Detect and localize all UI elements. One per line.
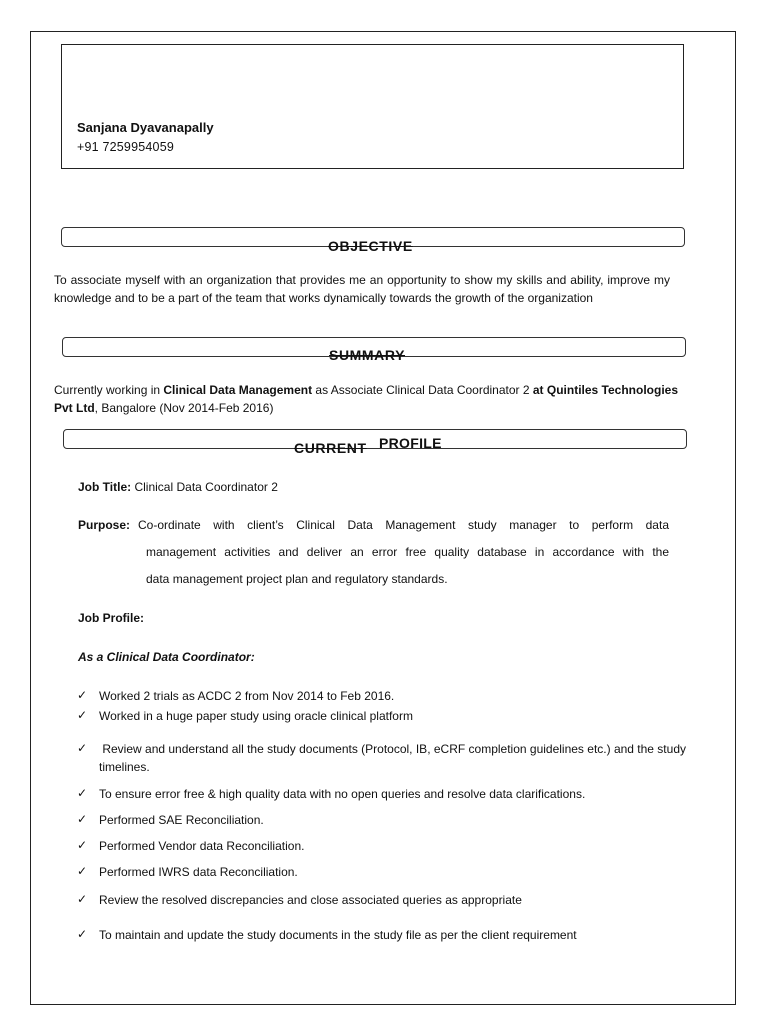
- check-icon: ✓: [77, 812, 88, 826]
- check-icon: ✓: [77, 741, 88, 755]
- check-icon: ✓: [77, 688, 88, 702]
- objective-text: To associate myself with an organization that provides me an opportunity to show my skills and ability, improve my knowledge and to be a part of the team that works dynamically towards the growth of the organization: [54, 273, 670, 305]
- job-title-value: Clinical Data Coordinator 2: [134, 480, 278, 494]
- summary-heading: SUMMARY: [329, 347, 406, 363]
- list-item: Worked in a huge paper study using oracle clinical platform: [99, 709, 413, 723]
- list-item: To ensure error free & high quality data with no open queries and resolve data clarifications.: [99, 787, 586, 801]
- summary-prefix: Currently working in: [54, 383, 164, 397]
- summary-suffix: , Bangalore (Nov 2014-Feb 2016): [94, 401, 274, 415]
- check-icon: ✓: [77, 708, 88, 722]
- summary-middle: as Associate Clinical Data Coordinator 2: [312, 383, 533, 397]
- list-item: Worked 2 trials as ACDC 2 from Nov 2014 to Feb 2016.: [99, 689, 395, 703]
- list-item: Review and understand all the study documents (Protocol, IB, eCRF completion guidelines etc.) and the study timelines.: [99, 742, 700, 774]
- job-title-line: [78, 478, 278, 496]
- summary-text: [54, 381, 694, 417]
- purpose-label: Purpose:: [78, 518, 131, 532]
- list-item: Performed IWRS data Reconciliation.: [99, 865, 298, 879]
- list-item: Performed SAE Reconciliation.: [99, 813, 264, 827]
- candidate-name: Sanjana Dyavanapally: [77, 120, 214, 135]
- summary-department: Clinical Data Management: [163, 383, 313, 397]
- current-profile-heading-part2: PROFILE: [379, 435, 442, 451]
- check-icon: ✓: [77, 838, 88, 852]
- role-label-text: As a Clinical Data Coordinator:: [78, 650, 255, 664]
- purpose-line-1: Co-ordinate with client’s Clinical Data Management study manager to perform data: [138, 518, 669, 532]
- list-item: Review the resolved discrepancies and close associated queries as appropriate: [99, 893, 522, 907]
- check-icon: ✓: [77, 927, 88, 941]
- job-profile-label: Job Profile:: [78, 611, 145, 625]
- summary-company: at Quintiles Technologies Pvt Ltd: [54, 383, 679, 415]
- check-icon: ✓: [77, 864, 88, 878]
- purpose-line-2: management activities and deliver an error free quality database in accordance with the: [146, 545, 669, 559]
- job-title-label: Job Title:: [78, 480, 132, 494]
- objective-heading: OBJECTIVE: [328, 238, 413, 254]
- check-icon: ✓: [77, 892, 88, 906]
- list-item: Performed Vendor data Reconciliation.: [99, 839, 305, 853]
- check-icon: ✓: [77, 786, 88, 800]
- current-word: CURRENT: [294, 440, 367, 456]
- list-item: To maintain and update the study documents in the study file as per the client requirement: [99, 928, 577, 942]
- candidate-phone: +91 7259954059: [77, 140, 174, 154]
- current-profile-heading-part1: [294, 440, 367, 456]
- role-label: [78, 648, 255, 666]
- current-profile-heading-bar: [63, 429, 687, 449]
- purpose-line-3: data management project plan and regulatory standards.: [146, 572, 448, 586]
